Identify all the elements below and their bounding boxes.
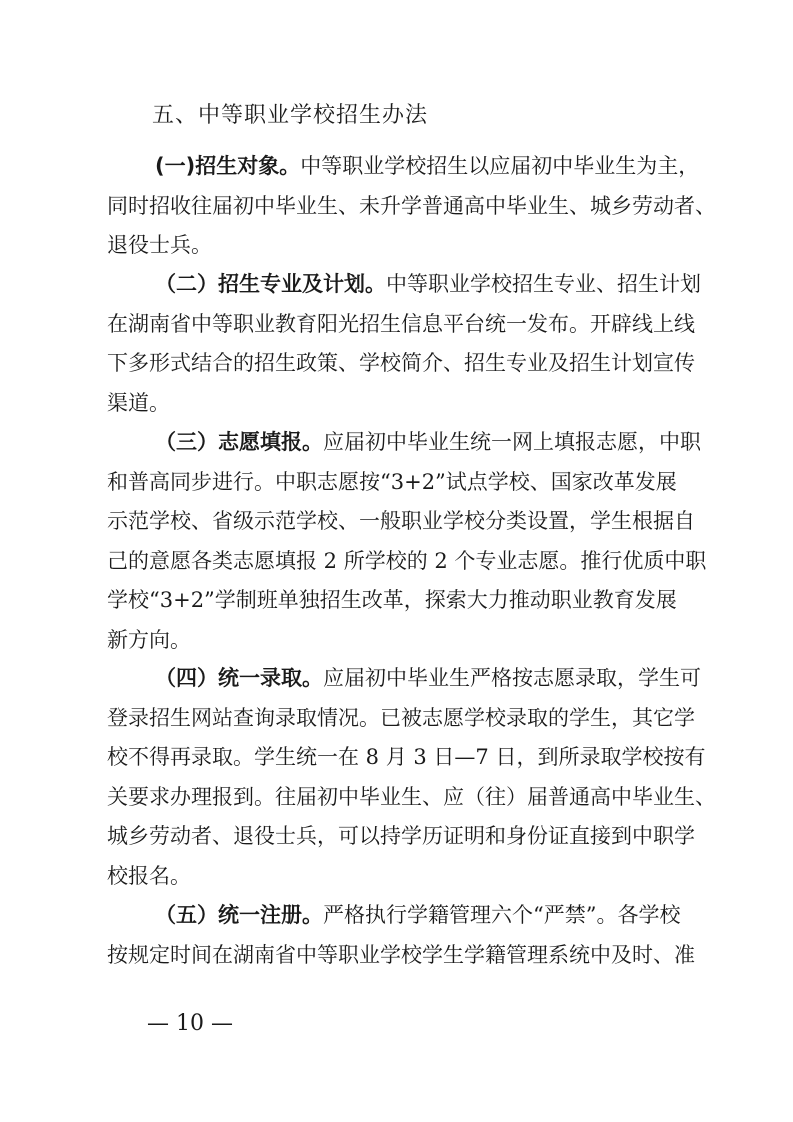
paragraph-line: 渠道。	[107, 390, 170, 415]
paragraph-line: 在湖南省中等职业教育阳光招生信息平台统一发布。开辟线上线	[107, 311, 695, 336]
paragraph-label: (一)招生对象。	[155, 154, 301, 178]
paragraph-line: 同时招收往届初中毕业生、未升学普通高中毕业生、城乡劳动者、	[107, 193, 716, 218]
paragraph-line	[107, 896, 695, 936]
paragraph-line: 学校“3+2”学制班单独招生改革，探索大力推动职业教育发展	[107, 588, 677, 612]
paragraph-text: 应届初中毕业生统一网上填报志愿，中职	[323, 430, 701, 454]
paragraph-line: 新方向。	[107, 627, 191, 652]
paragraph-line: 下多形式结合的招生政策、学校简介、招生专业及招生计划宣传	[107, 351, 695, 375]
paragraph-line	[107, 423, 701, 463]
paragraph-label: （二）招生专业及计划。	[155, 272, 386, 296]
paragraph-recruitment-targets	[107, 147, 716, 266]
paragraph-line: 退役士兵。	[107, 233, 212, 257]
paragraph-line: 校不得再录取。学生统一在 8 月 3 日—7 日，到所录取学校按有	[107, 745, 706, 769]
paragraph-label: （五）统一注册。	[155, 903, 323, 927]
paragraph-line: 示范学校、省级示范学校、一般职业学校分类设置，学生根据自	[107, 509, 695, 533]
paragraph-line: 校报名。	[107, 863, 191, 888]
paragraph-text: 中等职业学校招生以应届初中毕业生为主，	[300, 154, 700, 178]
paragraph-line: 城乡劳动者、退役士兵，可以持学历证明和身份证直接到中职学	[107, 824, 695, 848]
paragraph-line: 关要求办理报到。往届初中毕业生、应（往）届普通高中毕业生、	[107, 784, 716, 809]
paragraph-majors-and-plans	[107, 265, 701, 423]
paragraph-line	[107, 147, 700, 187]
paragraph-line	[107, 265, 701, 305]
paragraph-text: 应届初中毕业生严格按志愿录取，学生可	[323, 666, 701, 690]
paragraph-label: （三）志愿填报。	[155, 430, 323, 454]
paragraph-line: 己的意愿各类志愿填报 2 所学校的 2 个专业志愿。推行优质中职	[107, 548, 707, 573]
section-heading: 五、中等职业学校招生办法	[152, 103, 429, 128]
paragraph-application-filling	[107, 423, 707, 660]
paragraph-text: 中等职业学校招生专业、招生计划	[386, 272, 701, 296]
paragraph-line: 登录招生网站查询录取情况。已被志愿学校录取的学生，其它学	[107, 705, 695, 730]
paragraph-text: 严格执行学籍管理六个“严禁”。各学校	[323, 903, 681, 927]
paragraph-line: 按规定时间在湖南省中等职业学校学生学籍管理系统中及时、准	[107, 942, 695, 967]
paragraph-unified-registration	[107, 896, 695, 975]
page-number: — 10 —	[147, 1011, 233, 1036]
paragraph-unified-admission	[107, 659, 716, 896]
paragraph-line	[107, 659, 701, 699]
paragraph-label: （四）统一录取。	[155, 666, 323, 690]
paragraph-line: 和普高同步进行。中职志愿按“3+2”试点学校、国家改革发展	[107, 469, 677, 494]
